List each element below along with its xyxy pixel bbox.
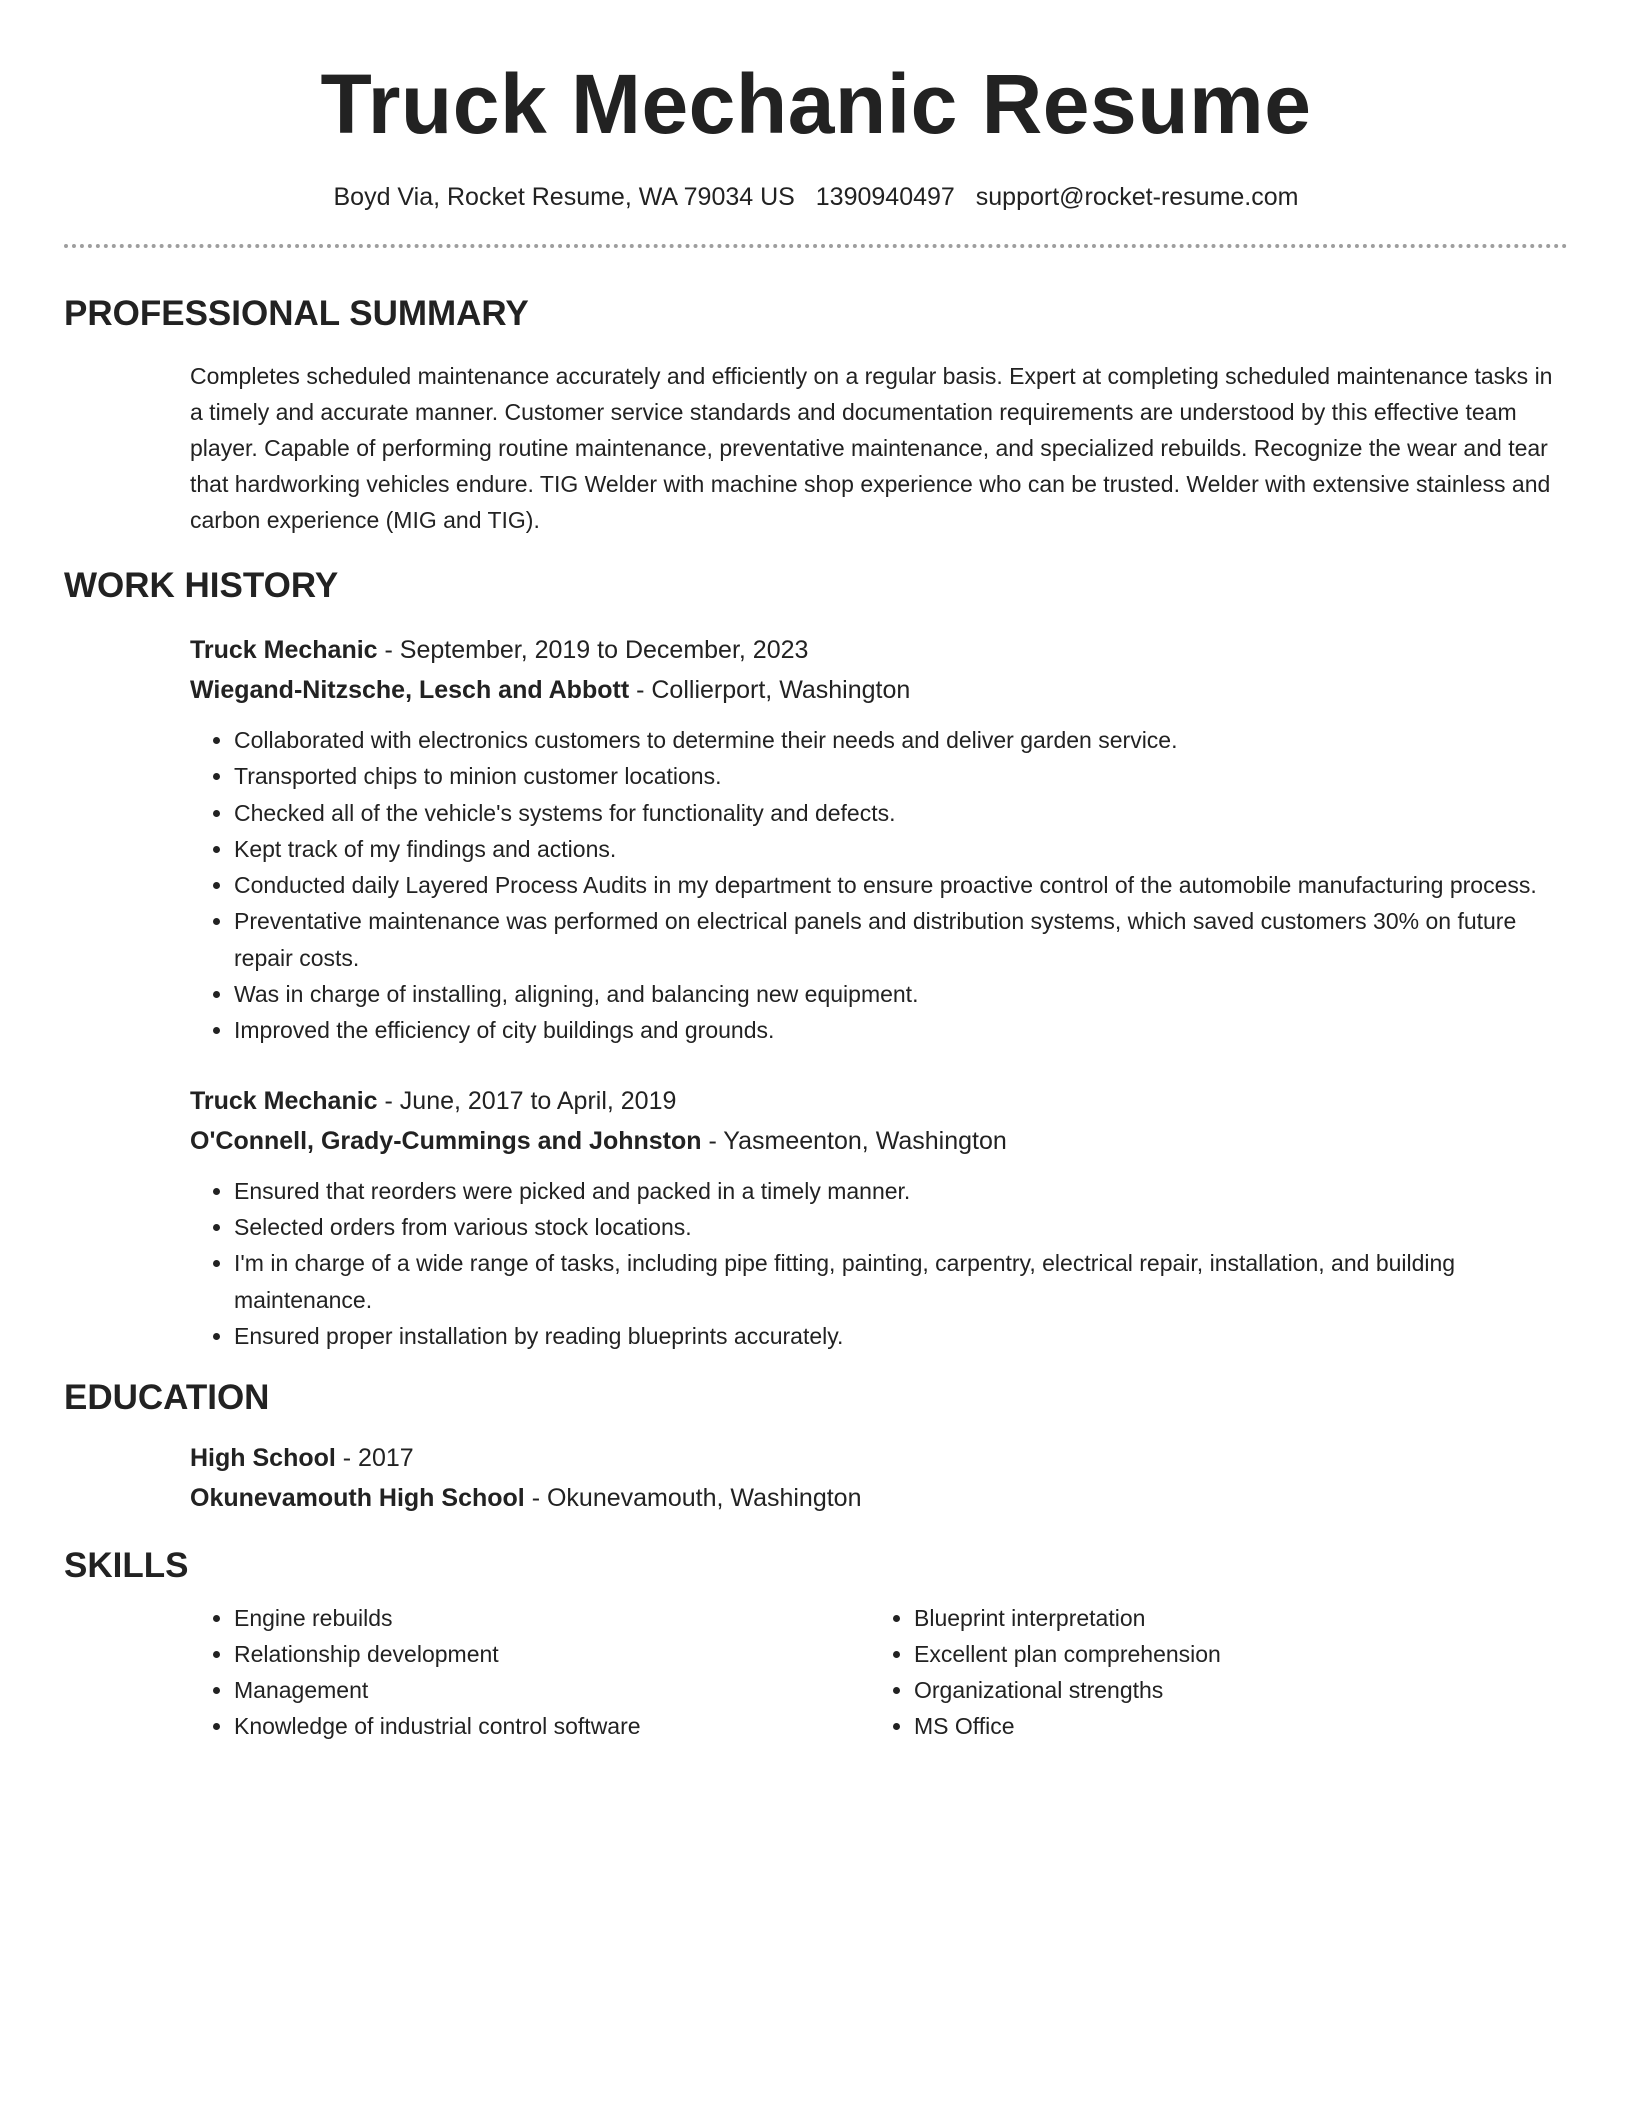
list-item: • Selected orders from various stock locations.: [234, 1209, 1568, 1245]
work-history-heading: WORK HISTORY: [64, 566, 339, 605]
list-item: • Ensured that reorders were picked and packed in a timely manner.: [234, 1173, 1568, 1209]
list-item: • Conducted daily Layered Process Audits in my department to ensure proactive control of the automobile manufacturing process.: [234, 867, 1568, 903]
skill-item: • Relationship development: [234, 1636, 870, 1672]
skill-item: • Excellent plan comprehension: [914, 1636, 1550, 1672]
job-location: - Collierport, Washington: [629, 676, 911, 704]
job-dates: - September, 2019 to December, 2023: [377, 636, 809, 664]
list-item: • Improved the efficiency of city buildings and grounds.: [234, 1012, 1568, 1048]
job-company: O'Connell, Grady-Cummings and Johnston: [190, 1126, 702, 1155]
skill-item: • Engine rebuilds: [234, 1600, 870, 1636]
contact-email: support@rocket-resume.com: [975, 183, 1299, 211]
contact-line: [64, 180, 1568, 214]
list-item: • I'm in charge of a wide range of tasks, including pipe fitting, painting, carpentry, electrical repair, installation, and building maintenance.: [234, 1245, 1568, 1318]
job-company: Wiegand-Nitzsche, Lesch and Abbott: [190, 676, 630, 704]
header-divider: [64, 244, 1568, 248]
skill-item: • Organizational strengths: [914, 1672, 1550, 1708]
skills-list-right: [870, 1600, 1550, 1744]
page-title: Truck Mechanic Resume: [320, 57, 1312, 151]
summary-text: Completes scheduled maintenance accurately and efficiently on a regular basis. Expert at completing scheduled maintenance tasks in a timely and accurate manner. Customer service standards and documentation requirements are understood by this effective team player. Capable of performing routine maintenance, preventative maintenance, and specialized rebuilds. Recognize the wear and tear that hardworking vehicles endure. TIG Welder with machine shop experience who can be trusted. Welder with extensive stainless and carbon experience (MIG and TIG).: [190, 363, 1553, 533]
list-item: • Transported chips to minion customer locations.: [234, 758, 1568, 794]
skills-columns: [190, 1600, 1568, 1744]
job-company-line: [190, 1121, 1568, 1161]
work-history-section: [64, 630, 1568, 1354]
contact-address: Boyd Via, Rocket Resume, WA 79034 US: [333, 183, 795, 211]
job-title-line: [190, 1081, 1568, 1121]
summary-heading: PROFESSIONAL SUMMARY: [64, 294, 529, 333]
skills-section: [64, 1600, 1568, 1744]
skill-item: • Blueprint interpretation: [914, 1600, 1550, 1636]
list-item: • Preventative maintenance was performed on electrical panels and distribution systems, which saved customers 30% on future repair costs.: [234, 903, 1568, 976]
job-title-line: [190, 630, 1568, 670]
education-year: - 2017: [335, 1444, 414, 1473]
list-item: • Checked all of the vehicle's systems for functionality and defects.: [234, 795, 1568, 831]
education-degree: High School: [190, 1444, 336, 1473]
job-duties-list: [190, 1173, 1568, 1354]
skill-item: • Knowledge of industrial control software: [234, 1708, 870, 1744]
education-section: [64, 1438, 1568, 1518]
education-school-line: [190, 1478, 1568, 1518]
job-dates: - June, 2017 to April, 2019: [377, 1086, 677, 1115]
list-item: • Was in charge of installing, aligning, and balancing new equipment.: [234, 976, 1568, 1012]
education-location: - Okunevamouth, Washington: [524, 1484, 862, 1513]
job-title: Truck Mechanic: [190, 1086, 378, 1115]
skills-list-left: [190, 1600, 870, 1744]
contact-phone: 1390940497: [815, 183, 955, 211]
job-company-line: [190, 670, 1568, 710]
job-duties-list: [190, 722, 1568, 1049]
skill-item: • Management: [234, 1672, 870, 1708]
list-item: • Collaborated with electronics customers to determine their needs and deliver garden service.: [234, 722, 1568, 758]
list-item: • Ensured proper installation by reading blueprints accurately.: [234, 1318, 1568, 1354]
skill-item: • MS Office: [914, 1708, 1550, 1744]
job-title: Truck Mechanic: [190, 636, 378, 664]
list-item: • Kept track of my findings and actions.: [234, 831, 1568, 867]
education-school: Okunevamouth High School: [190, 1484, 525, 1513]
summary-section: [64, 358, 1568, 538]
education-heading: EDUCATION: [64, 1378, 270, 1418]
skills-heading: SKILLS: [64, 1546, 189, 1586]
job-location: - Yasmeenton, Washington: [701, 1126, 1007, 1155]
education-degree-line: [190, 1438, 1568, 1478]
